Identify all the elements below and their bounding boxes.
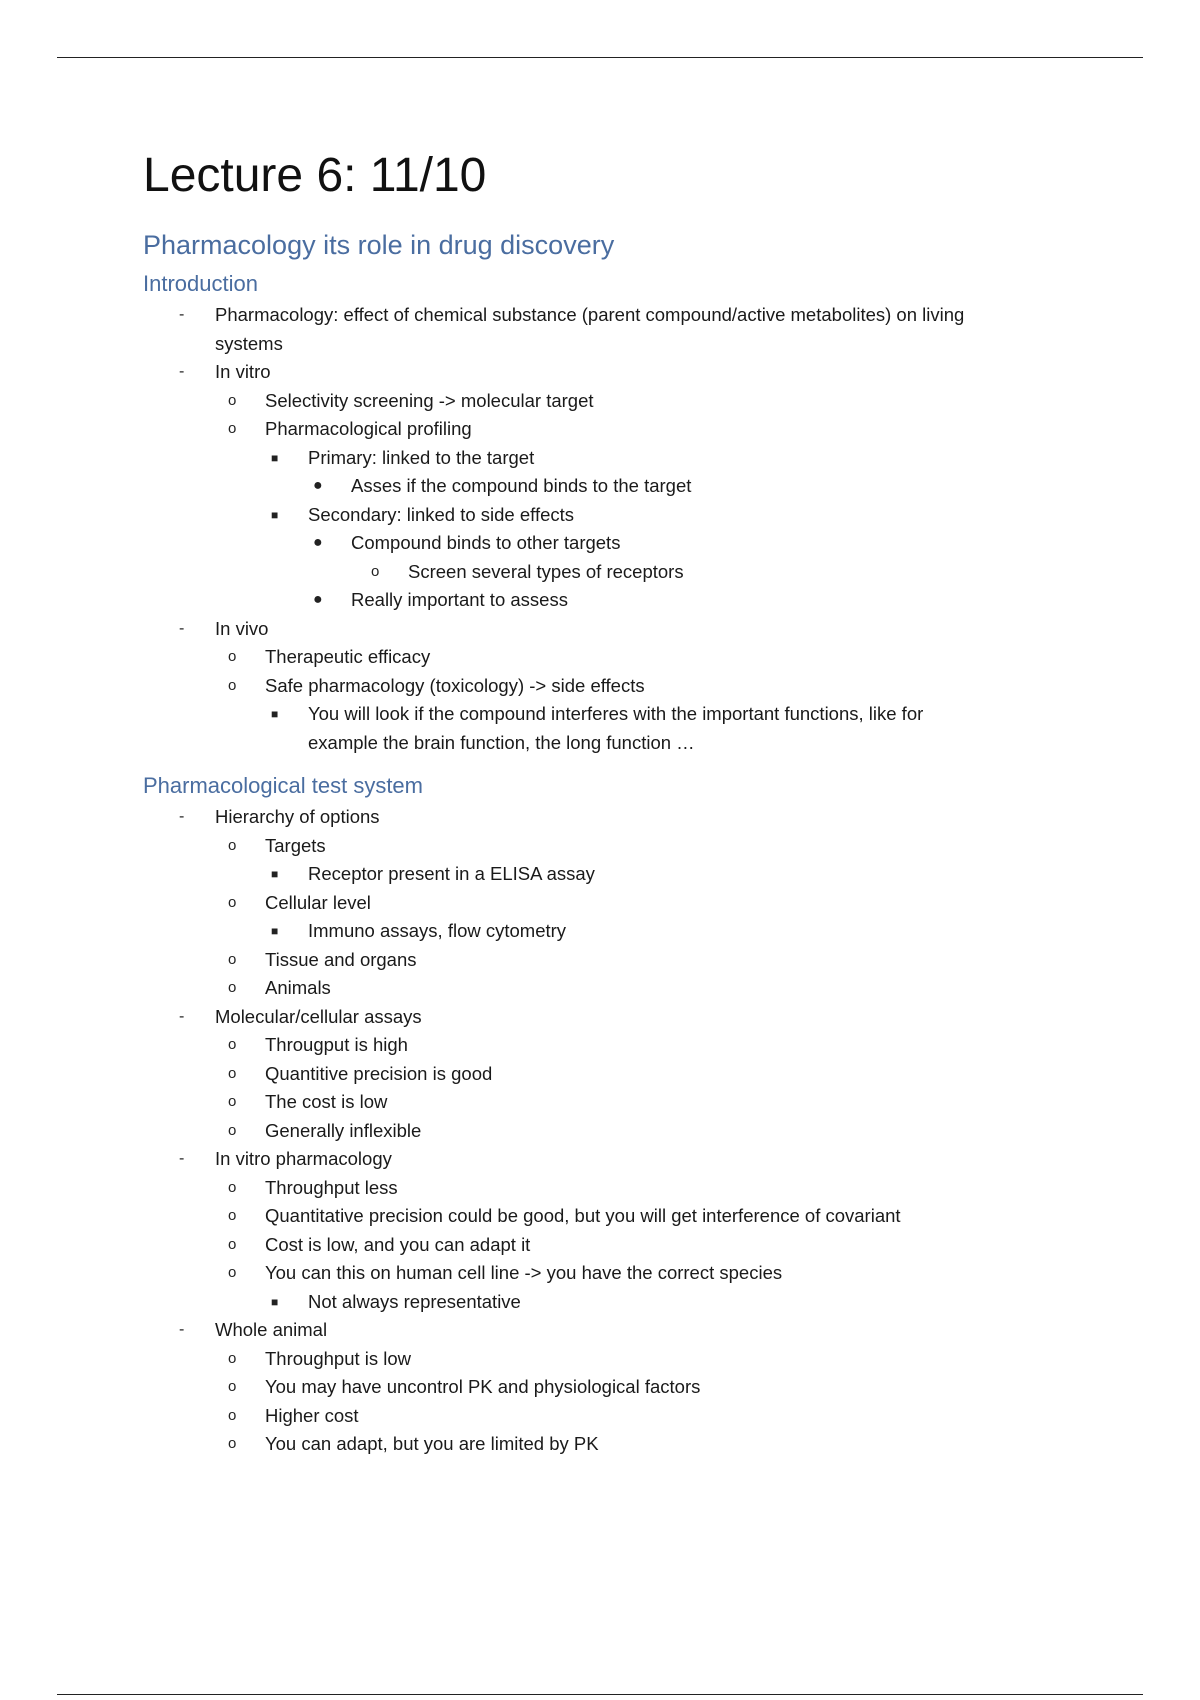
- dash-bullet-icon: -: [179, 363, 185, 380]
- square-bullet-icon: ■: [271, 707, 279, 721]
- list-item: o Cost is low, and you can adapt it: [143, 1231, 1083, 1260]
- circle-bullet-icon: o: [228, 979, 237, 996]
- footer-rule: [57, 1694, 1143, 1695]
- list-item: o Screen several types of receptors: [143, 558, 1083, 587]
- list-item: - Molecular/cellular assays: [143, 1003, 1083, 1032]
- list-item: ■ Secondary: linked to side effects: [143, 501, 1083, 530]
- circle-bullet-icon: o: [228, 1121, 237, 1139]
- list-item: o Throughput less: [143, 1174, 1083, 1203]
- list-item: - Pharmacology: effect of chemical substance (parent compound/active metabolites) on living: [143, 301, 1083, 330]
- list-item: - In vitro pharmacology: [143, 1145, 1083, 1174]
- list-item: o Higher cost: [143, 1402, 1083, 1431]
- dot-bullet-icon: ●: [313, 477, 323, 494]
- circle-bullet-icon: o: [228, 1235, 237, 1253]
- list-item: o Througput is high: [143, 1031, 1083, 1060]
- list-item: ● Compound binds to other targets: [143, 529, 1083, 558]
- dash-bullet-icon: -: [179, 808, 185, 825]
- circle-bullet-icon: o: [228, 1378, 237, 1395]
- list-item: ■ Receptor present in a ELISA assay: [143, 860, 1083, 889]
- square-bullet-icon: ■: [271, 507, 279, 522]
- heading-pharmacology: Pharmacology its role in drug discovery: [143, 230, 615, 260]
- list-item: o Generally inflexible: [143, 1117, 1083, 1146]
- list-item: o Selectivity screening -> molecular target: [143, 387, 1083, 416]
- circle-bullet-icon: o: [228, 1064, 237, 1082]
- circle-bullet-icon: o: [228, 648, 237, 665]
- list-item: o You can this on human cell line -> you have the correct species: [143, 1259, 1083, 1288]
- list-item: o You can adapt, but you are limited by PK: [143, 1430, 1083, 1459]
- circle-bullet-icon: o: [228, 1435, 237, 1452]
- square-bullet-icon: ■: [271, 1294, 279, 1309]
- circle-bullet-icon: o: [228, 391, 237, 409]
- list-item: o Therapeutic efficacy: [143, 643, 1083, 672]
- circle-bullet-icon: o: [228, 950, 237, 968]
- list-item: o Tissue and organs: [143, 946, 1083, 975]
- list-item: ● Asses if the compound binds to the target: [143, 472, 1083, 501]
- dash-bullet-icon: -: [179, 1321, 185, 1338]
- list-item: ● Really important to assess: [143, 586, 1083, 615]
- dash-bullet-icon: -: [179, 619, 185, 637]
- circle-bullet-icon: o: [228, 836, 237, 854]
- list-item: ■ You will look if the compound interferes with the important functions, like for: [143, 700, 1083, 729]
- list-item: o Cellular level: [143, 889, 1083, 918]
- list-item: o The cost is low: [143, 1088, 1083, 1117]
- dot-bullet-icon: ●: [313, 591, 323, 608]
- circle-bullet-icon: o: [228, 1264, 237, 1281]
- circle-bullet-icon: o: [228, 1207, 237, 1224]
- list-item: - Hierarchy of options: [143, 803, 1083, 832]
- section-introduction: [143, 273, 1083, 757]
- circle-bullet-icon: o: [371, 562, 380, 580]
- list-item: o Pharmacological profiling: [143, 415, 1083, 444]
- list-item: o Quantitative precision could be good, but you will get interference of covariant: [143, 1202, 1083, 1231]
- circle-bullet-icon: o: [228, 1036, 237, 1053]
- list-item-continuation: systems: [215, 332, 283, 354]
- list-item: o Animals: [143, 974, 1083, 1003]
- dash-bullet-icon: -: [179, 1007, 185, 1025]
- page-title: Lecture 6: 11/10: [143, 149, 487, 202]
- circle-bullet-icon: o: [228, 420, 237, 437]
- square-bullet-icon: ■: [271, 450, 279, 465]
- list-item: ■ Not always representative: [143, 1288, 1083, 1317]
- square-bullet-icon: ■: [271, 867, 279, 881]
- list-item: o Safe pharmacology (toxicology) -> side effects: [143, 672, 1083, 701]
- list-item: o Quantitive precision is good: [143, 1060, 1083, 1089]
- heading-introduction: Introduction: [143, 271, 258, 296]
- circle-bullet-icon: o: [228, 893, 237, 911]
- section-test-system: [143, 775, 1083, 1459]
- dot-bullet-icon: ●: [313, 534, 323, 551]
- circle-bullet-icon: o: [228, 1093, 237, 1110]
- list-item: - In vitro: [143, 358, 1083, 387]
- document-body: [143, 140, 1083, 1459]
- list-item: o You may have uncontrol PK and physiological factors: [143, 1373, 1083, 1402]
- circle-bullet-icon: o: [228, 676, 237, 694]
- circle-bullet-icon: o: [228, 1178, 237, 1196]
- list-item: - Whole animal: [143, 1316, 1083, 1345]
- dash-bullet-icon: -: [179, 306, 185, 323]
- header-rule: [57, 57, 1143, 58]
- dash-bullet-icon: -: [179, 1150, 185, 1167]
- circle-bullet-icon: o: [228, 1349, 237, 1367]
- circle-bullet-icon: o: [228, 1406, 237, 1424]
- list-item-continuation: example the brain function, the long function …: [308, 731, 695, 753]
- heading-test-system: Pharmacological test system: [143, 773, 423, 798]
- list-item: o Throughput is low: [143, 1345, 1083, 1374]
- list-item: ■ Primary: linked to the target: [143, 444, 1083, 473]
- list-item: o Targets: [143, 832, 1083, 861]
- list-item: - In vivo: [143, 615, 1083, 644]
- list-item: ■ Immuno assays, flow cytometry: [143, 917, 1083, 946]
- square-bullet-icon: ■: [271, 924, 279, 938]
